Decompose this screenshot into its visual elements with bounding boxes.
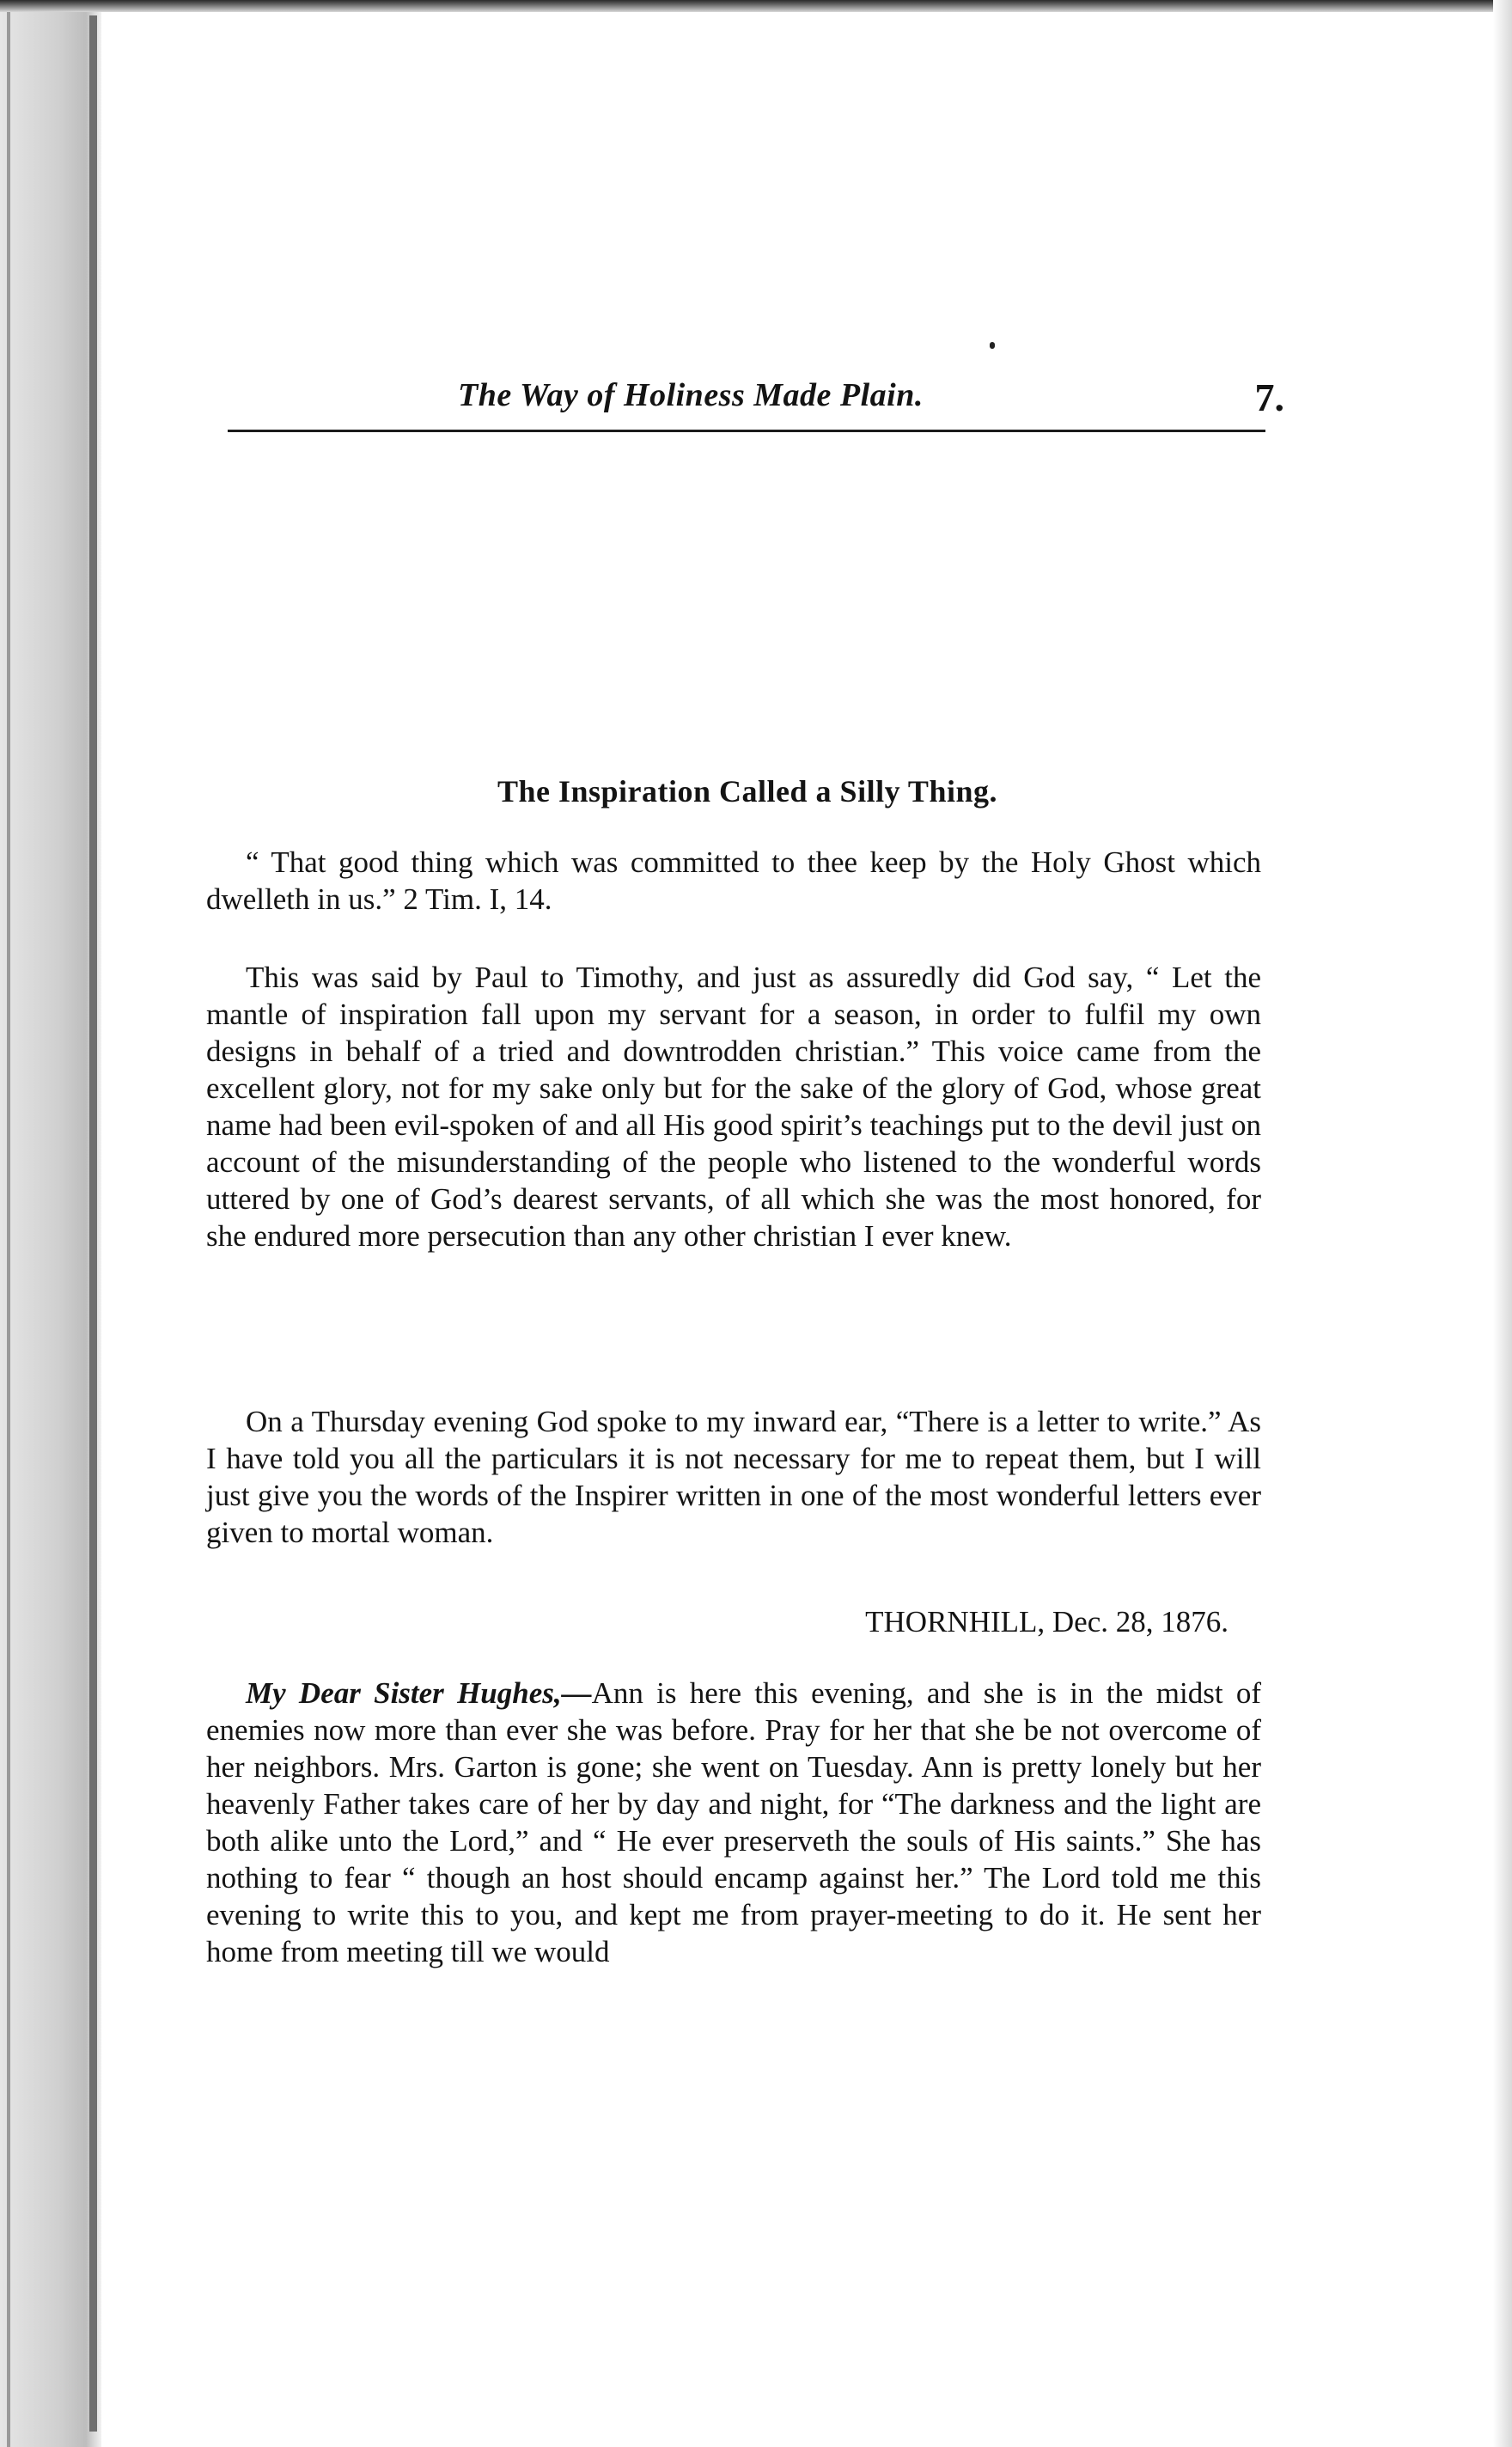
running-title: The Way of Holiness Made Plain.	[458, 377, 924, 413]
header-rule	[228, 430, 1265, 432]
letter-body-text: Ann is here this evening, and she is in the midst of enemies now more than ever she was before. Pray for her that she be not overcome of her neighbors. Mrs. Garton is gone; she went on Tuesday. Ann is pretty lonely but her heavenly Father takes care of her by day and night, for “The darkness and the light are both alike unto the Lord,” and “ He ever preserveth the souls of His saints.” She has nothing to fear “ though an host should encamp against her.” The Lord told me this evening to write this to you, and kept me from prayer-meeting to do it. He sent her home from meeting till we would	[206, 1676, 1261, 1968]
page-top-edge	[0, 0, 1512, 12]
page-gutter-line	[89, 15, 97, 2432]
letter-salutation: My Dear Sister Hughes,—	[246, 1676, 592, 1710]
letter-paragraph	[206, 1675, 1261, 1970]
scripture-quote-paragraph: “ That good thing which was committed to thee keep by the Holy Ghost which dwelleth in us.” 2 Tim. I, 14.	[206, 845, 1261, 916]
body-paragraph: This was said by Paul to Timothy, and just as assuredly did God say, “ Let the mantle of inspiration fall upon my servant for a season, in order to fulfil my own designs in behalf of a tried and downtrodden christian.” This voice came from the excellent glory, not for my sake only but for the sake of the glory of God, whose great name had been evil-spoken of and all His good spirit’s teachings put to the devil just on account of the misunderstanding of the people who listened to the wonderful words uttered by one of God’s dearest servants, of all which she was the most honored, for she endured more persecution than any other christian I ever knew.	[206, 961, 1261, 1253]
running-header	[228, 376, 1284, 428]
page-right-edge	[1493, 0, 1512, 2447]
page-number: 7.	[1254, 375, 1284, 419]
ink-speck	[990, 342, 995, 349]
page-binding-shadow	[0, 0, 101, 2447]
letter-dateline: THORNHILL, Dec. 28, 1876.	[865, 1605, 1228, 1638]
body-paragraph: On a Thursday evening God spoke to my inward ear, “There is a letter to write.” As I have told you all the particulars it is not necessary for me to repeat them, but I will just give you the words of the Inspirer written in one of the most wonderful letters ever given to mortal woman.	[206, 1405, 1261, 1549]
section-title: The Inspiration Called a Silly Thing.	[497, 774, 997, 809]
page-edge-line	[7, 0, 10, 2447]
